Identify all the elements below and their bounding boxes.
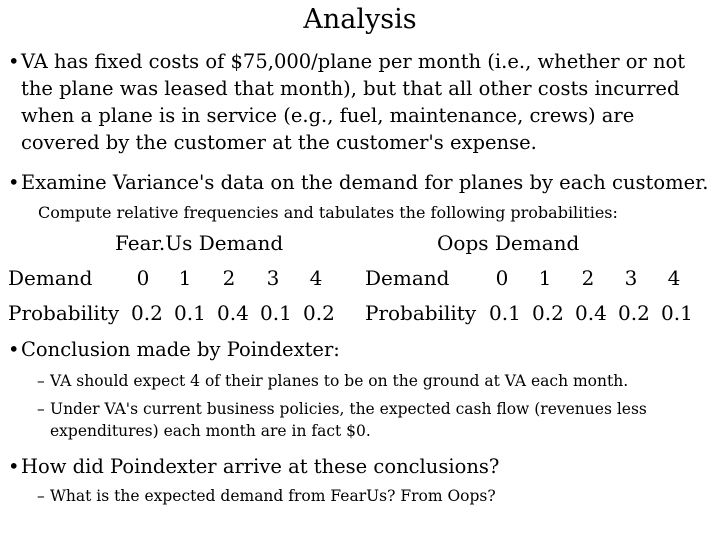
bullet-glyph: •: [8, 455, 20, 478]
bullet-conclusion: [8, 336, 711, 363]
demand-value: 3: [624, 266, 638, 290]
demand-value: 0: [136, 266, 150, 290]
probability-value: 0.1: [174, 301, 206, 325]
table-heading: Fear.Us Demand: [115, 231, 284, 255]
bullet-how-arrive: [8, 453, 711, 480]
sub-text: Under VA's current business policies, the expected cash flow (revenues less expenditures) each month are in fact $0.: [50, 400, 647, 440]
demand-value: 3: [266, 266, 280, 290]
demand-value: 0: [495, 266, 509, 290]
dash-glyph: –: [37, 372, 45, 390]
sub-expected-cash-flow: [37, 398, 700, 442]
bullet-fixed-costs: [8, 48, 711, 156]
sub-planes-on-ground: [37, 370, 700, 392]
sub-text: What is the expected demand from FearUs? From Oops?: [50, 487, 496, 505]
dash-glyph: –: [37, 400, 45, 418]
bullet-text: Examine Variance's data on the demand for planes by each customer.: [21, 171, 709, 194]
probability-value: 0.2: [303, 301, 335, 325]
probability-value: 0.1: [489, 301, 521, 325]
table-heading: Oops Demand: [437, 231, 580, 255]
bullet-glyph: •: [8, 50, 20, 73]
demand-value: 2: [581, 266, 595, 290]
row-label-probability: Probability: [365, 301, 477, 325]
probability-value: 0.2: [532, 301, 564, 325]
row-label-probability: Probability: [8, 301, 120, 325]
oops-demand-table: [365, 226, 705, 336]
demand-value: 2: [222, 266, 236, 290]
demand-value: 4: [667, 266, 681, 290]
bullet-examine-data: [8, 169, 711, 196]
probability-value: 0.1: [260, 301, 292, 325]
probability-value: 0.1: [661, 301, 693, 325]
sub-expected-demand-question: [37, 485, 700, 507]
bullet-text: How did Poindexter arrive at these conclusions?: [21, 455, 500, 478]
bullet-glyph: •: [8, 338, 20, 361]
bullet-text: VA has fixed costs of $75,000/plane per month (i.e., whether or not the plane was leased that month), but that all other costs incurred when a plane is in service (e.g., fuel, maintenance, crews) are covered by the customer at the customer's expense.: [21, 50, 686, 154]
demand-value: 1: [178, 266, 192, 290]
row-label-demand: Demand: [8, 266, 93, 290]
fearus-demand-table: [8, 226, 348, 336]
probability-value: 0.4: [217, 301, 249, 325]
slide-title: Analysis: [303, 4, 417, 35]
demand-value: 1: [538, 266, 552, 290]
probability-value: 0.2: [131, 301, 163, 325]
bullet-text: Conclusion made by Poindexter:: [21, 338, 340, 361]
demand-value: 4: [309, 266, 323, 290]
sub-text: VA should expect 4 of their planes to be on the ground at VA each month.: [50, 372, 629, 390]
bullet-glyph: •: [8, 171, 20, 194]
probability-value: 0.2: [618, 301, 650, 325]
sub-compute-frequencies: Compute relative frequencies and tabulates the following probabilities:: [38, 203, 618, 222]
probability-value: 0.4: [575, 301, 607, 325]
row-label-demand: Demand: [365, 266, 450, 290]
dash-glyph: –: [37, 487, 45, 505]
